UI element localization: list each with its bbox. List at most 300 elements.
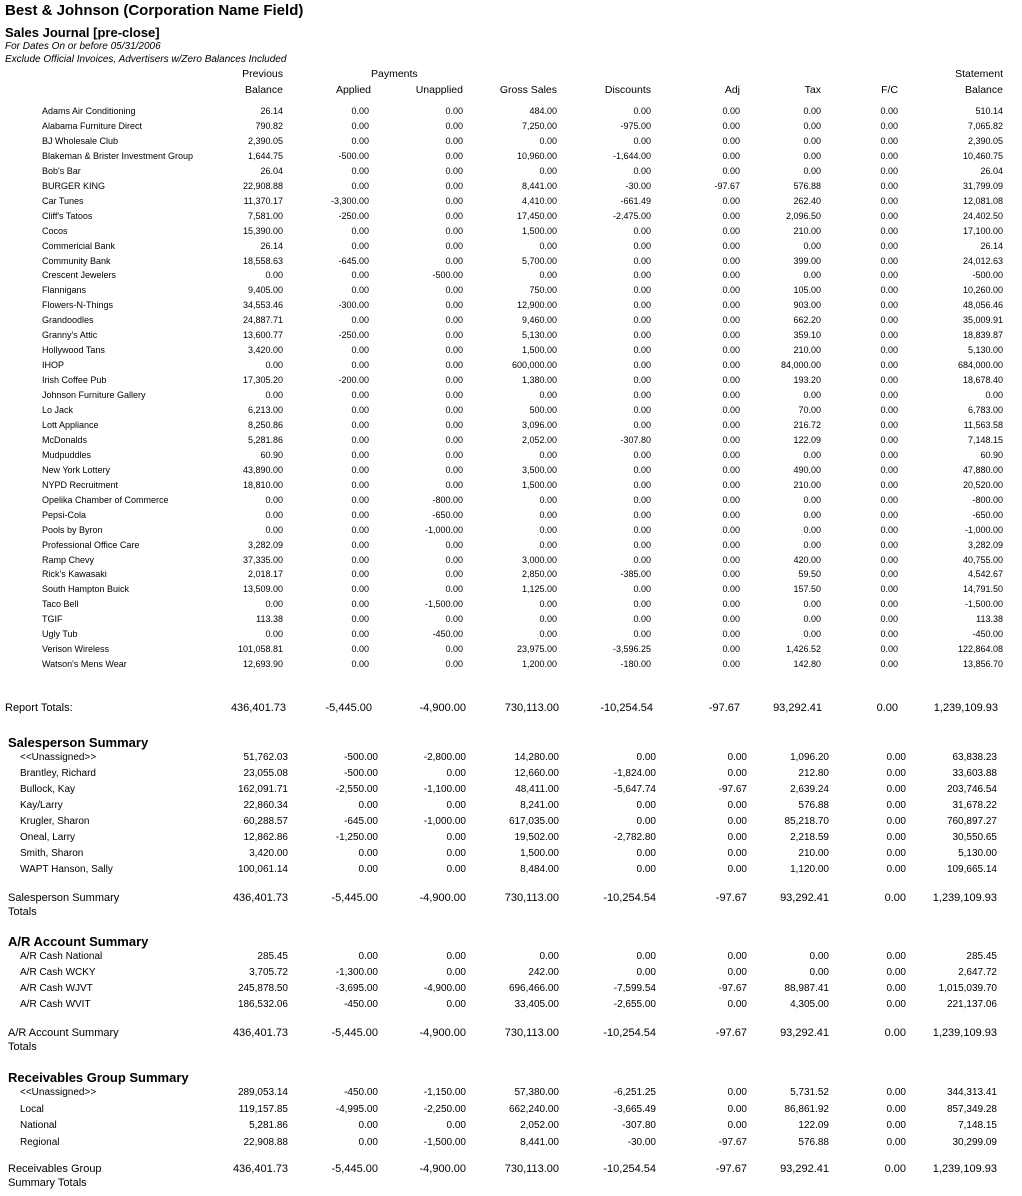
amount-cell: 0.00: [351, 629, 369, 640]
amount-cell: 0.00: [880, 270, 898, 281]
table-row: [0, 629, 1022, 644]
amount-cell: -300.00: [338, 300, 369, 311]
amount-cell: 70.00: [798, 405, 821, 415]
amount-cell: -250.00: [338, 210, 369, 221]
summary-row: [0, 752, 1022, 768]
total-cell: 93,292.41: [780, 1027, 829, 1039]
amount-cell: 0.00: [722, 614, 740, 625]
amount-cell: 0.00: [722, 195, 740, 206]
amount-cell: -7,599.54: [613, 983, 656, 994]
amount-cell: 0.00: [265, 599, 283, 610]
amount-cell: 0.00: [633, 225, 651, 236]
amount-cell: 22,908.88: [242, 180, 283, 191]
total-cell: -10,254.54: [603, 1163, 656, 1175]
amount-cell: 0.00: [633, 405, 651, 415]
amount-cell: 0.00: [445, 210, 463, 221]
summary-label: A/R Cash WCKY: [20, 967, 96, 978]
amount-cell: 0.00: [722, 539, 740, 550]
col-statement-balance: Balance: [965, 84, 1003, 96]
amount-cell: 24,887.71: [242, 315, 283, 326]
amount-cell: 2,639.24: [790, 784, 829, 795]
amount-cell: 576.88: [798, 1136, 829, 1148]
amount-cell: 0.00: [722, 494, 740, 505]
summary-label: Smith, Sharon: [20, 848, 84, 859]
amount-cell: -645.00: [338, 255, 369, 266]
amount-cell: 0.00: [351, 419, 369, 430]
amount-cell: -500.00: [344, 768, 378, 779]
account-name: Bob's Bar: [42, 165, 81, 176]
account-name: Granny's Attic: [42, 330, 98, 341]
amount-cell: 0.00: [351, 479, 369, 490]
amount-cell: 0.00: [358, 800, 378, 811]
amount-cell: 285.45: [966, 951, 997, 962]
amount-cell: 0.00: [445, 165, 463, 176]
amount-cell: 0.00: [722, 225, 740, 236]
amount-cell: 31,678.22: [952, 800, 997, 811]
summary-label: Kay/Larry: [20, 800, 63, 811]
col-unapplied: Unapplied: [415, 84, 463, 96]
amount-cell: 10,260.00: [962, 285, 1003, 296]
amount-cell: 0.00: [358, 864, 378, 875]
amount-cell: 2,647.72: [958, 967, 997, 978]
amount-cell: 2,390.05: [967, 135, 1003, 146]
summary-label: Regional: [20, 1136, 60, 1148]
amount-cell: 19,502.00: [514, 832, 559, 843]
amount-cell: 0.00: [445, 330, 463, 341]
table-row: [0, 345, 1022, 360]
amount-cell: 0.00: [265, 524, 283, 535]
amount-cell: 0.00: [880, 300, 898, 311]
amount-cell: 26.14: [980, 240, 1003, 251]
summary-label: A/R Cash WVIT: [20, 999, 91, 1010]
amount-cell: -450.00: [972, 629, 1003, 640]
total-cell: -97.67: [715, 1163, 747, 1175]
amount-cell: 0.00: [803, 449, 821, 460]
amount-cell: 26.14: [260, 106, 283, 116]
amount-cell: 0.00: [886, 999, 906, 1010]
amount-cell: 0.00: [446, 848, 466, 859]
amount-cell: 0.00: [351, 449, 369, 460]
amount-cell: 10,460.75: [962, 150, 1003, 161]
amount-cell: 122.09: [798, 1120, 829, 1131]
amount-cell: 857,349.28: [946, 1103, 997, 1115]
col-discounts: Discounts: [604, 84, 651, 96]
table-row: [0, 315, 1022, 330]
account-name: Watson's Mens Wear: [42, 659, 127, 670]
amount-cell: 7,065.82: [967, 120, 1003, 131]
amount-cell: 0.00: [636, 951, 656, 962]
amount-cell: 0.00: [722, 599, 740, 610]
amount-cell: 2,850.00: [521, 569, 557, 580]
amount-cell: 2,218.59: [790, 832, 829, 843]
amount-cell: 0.00: [880, 150, 898, 161]
amount-cell: 0.00: [633, 106, 651, 116]
amount-cell: 0.00: [633, 539, 651, 550]
summary-label: Bullock, Kay: [20, 784, 76, 795]
amount-cell: 1,120.00: [790, 864, 829, 875]
amount-cell: -1,500.00: [424, 599, 463, 610]
col-tax: Tax: [804, 84, 821, 96]
total-cell: -4,900.00: [419, 1027, 466, 1039]
summary-label: Krugler, Sharon: [20, 816, 90, 827]
summary-row: [0, 951, 1022, 967]
amount-cell: -97.67: [718, 784, 747, 795]
amount-cell: 0.00: [633, 165, 651, 176]
amount-cell: 48,056.46: [962, 300, 1003, 311]
amount-cell: -385.00: [620, 569, 651, 580]
amount-cell: 344,313.41: [946, 1087, 997, 1098]
amount-cell: 35,009.91: [962, 315, 1003, 326]
amount-cell: 60.90: [980, 449, 1003, 460]
amount-cell: 26.04: [260, 165, 283, 176]
amount-cell: 0.00: [446, 951, 466, 962]
total-cell: 93,292.41: [773, 702, 822, 714]
amount-cell: 0.00: [722, 300, 740, 311]
amount-cell: 5,130.00: [521, 330, 557, 341]
amount-cell: 0.00: [445, 345, 463, 356]
col-previous: Previous: [242, 68, 283, 80]
amount-cell: 86,861.92: [784, 1103, 829, 1115]
amount-cell: 5,281.86: [249, 1120, 288, 1131]
amount-cell: -1,644.00: [612, 150, 651, 161]
amount-cell: -5,647.74: [613, 784, 656, 795]
amount-cell: 0.00: [803, 539, 821, 550]
amount-cell: 0.00: [722, 375, 740, 386]
amount-cell: -975.00: [620, 120, 651, 131]
amount-cell: 0.00: [722, 644, 740, 655]
amount-cell: 0.00: [445, 614, 463, 625]
amount-cell: 0.00: [539, 390, 557, 401]
amount-cell: -3,695.00: [335, 983, 378, 994]
amount-cell: 23,975.00: [516, 644, 557, 655]
total-cell: -5,445.00: [325, 702, 372, 714]
amount-cell: 0.00: [351, 270, 369, 281]
amount-cell: 1,644.75: [247, 150, 283, 161]
amount-cell: 0.00: [265, 629, 283, 640]
amount-cell: 8,484.00: [520, 864, 559, 875]
amount-cell: 0.00: [886, 832, 906, 843]
amount-cell: 11,370.17: [243, 195, 283, 206]
amount-cell: 122.09: [793, 434, 821, 445]
amount-cell: 0.00: [445, 405, 463, 415]
amount-cell: 0.00: [722, 135, 740, 146]
table-row: [0, 450, 1022, 465]
amount-cell: -3,596.25: [612, 644, 651, 655]
amount-cell: 8,250.86: [247, 419, 283, 430]
amount-cell: 0.00: [351, 390, 369, 401]
amount-cell: 210.00: [798, 848, 829, 859]
total-cell: 436,401.73: [232, 1027, 288, 1039]
account-name: Rick's Kawasaki: [42, 569, 107, 580]
amount-cell: 0.00: [985, 390, 1003, 401]
amount-cell: 0.00: [351, 509, 369, 520]
account-name: Grandoodles: [42, 315, 94, 326]
total-cell: 1,239,109.93: [932, 892, 997, 904]
amount-cell: 0.00: [727, 848, 747, 859]
amount-cell: 0.00: [722, 210, 740, 221]
amount-cell: -500.00: [972, 270, 1003, 281]
amount-cell: -2,475.00: [612, 210, 651, 221]
amount-cell: -645.00: [344, 816, 378, 827]
amount-cell: 48,411.00: [515, 784, 559, 795]
summary-row: [0, 1137, 1022, 1153]
amount-cell: 576.88: [798, 800, 829, 811]
col-fc: F/C: [881, 84, 898, 96]
amount-cell: 0.00: [351, 554, 369, 565]
account-name: Pools by Byron: [42, 524, 103, 535]
amount-cell: 420.00: [793, 554, 821, 565]
amount-cell: 0.00: [265, 270, 283, 281]
amount-cell: 0.00: [722, 405, 740, 415]
amount-cell: 0.00: [880, 629, 898, 640]
amount-cell: 105.00: [793, 285, 821, 296]
amount-cell: 0.00: [351, 524, 369, 535]
amount-cell: -200.00: [338, 375, 369, 386]
amount-cell: 12,693.90: [242, 659, 283, 670]
amount-cell: 0.00: [880, 539, 898, 550]
amount-cell: 0.00: [803, 494, 821, 505]
amount-cell: 0.00: [358, 1120, 378, 1131]
table-row: [0, 480, 1022, 495]
amount-cell: 63,838.23: [952, 752, 997, 763]
table-row: [0, 285, 1022, 300]
amount-cell: 0.00: [633, 479, 651, 490]
account-name: Commericial Bank: [42, 240, 116, 251]
amount-cell: 0.00: [633, 584, 651, 595]
amount-cell: 0.00: [633, 300, 651, 311]
amount-cell: 0.00: [446, 864, 466, 875]
amount-cell: -4,995.00: [335, 1103, 378, 1115]
amount-cell: 0.00: [539, 614, 557, 625]
amount-cell: 0.00: [880, 659, 898, 670]
summary-totals-label: Totals: [8, 1041, 37, 1053]
amount-cell: 0.00: [727, 768, 747, 779]
amount-cell: 0.00: [722, 554, 740, 565]
account-name: Flowers-N-Things: [42, 300, 114, 311]
amount-cell: 3,705.72: [249, 967, 288, 978]
table-row: [0, 555, 1022, 570]
amount-cell: 0.00: [446, 1120, 466, 1131]
amount-cell: -97.67: [718, 1136, 747, 1148]
amount-cell: 0.00: [351, 405, 369, 415]
amount-cell: 15,390.00: [242, 225, 283, 236]
summary-label: Local: [20, 1103, 44, 1115]
summary-totals-label: Receivables Group: [8, 1163, 102, 1175]
amount-cell: 0.00: [445, 554, 463, 565]
amount-cell: 0.00: [445, 434, 463, 445]
amount-cell: 0.00: [633, 524, 651, 535]
amount-cell: -97.67: [714, 180, 740, 191]
amount-cell: 0.00: [633, 464, 651, 475]
amount-cell: 0.00: [636, 967, 656, 978]
account-name: Blakeman & Brister Investment Group: [42, 150, 194, 161]
total-cell: -5,445.00: [331, 1027, 378, 1039]
amount-cell: 3,282.09: [967, 539, 1003, 550]
summary-totals-label: Summary Totals: [8, 1177, 87, 1189]
amount-cell: 0.00: [803, 390, 821, 401]
amount-cell: 0.00: [445, 135, 463, 146]
amount-cell: 0.00: [539, 951, 559, 962]
amount-cell: 0.00: [722, 360, 740, 371]
amount-cell: 0.00: [351, 464, 369, 475]
amount-cell: -6,251.25: [613, 1087, 656, 1098]
account-name: Lo Jack: [42, 405, 74, 415]
amount-cell: 0.00: [539, 494, 557, 505]
table-row: [0, 614, 1022, 629]
amount-cell: 20,520.00: [962, 479, 1003, 490]
amount-cell: 0.00: [727, 951, 747, 962]
table-row: [0, 510, 1022, 525]
amount-cell: 7,581.00: [247, 210, 283, 221]
summary-totals-label: Totals: [8, 906, 37, 918]
total-cell: -97.67: [708, 702, 740, 714]
amount-cell: 0.00: [351, 285, 369, 296]
account-name: IHOP: [42, 360, 65, 371]
amount-cell: 10,960.00: [516, 150, 557, 161]
amount-cell: 5,731.52: [790, 1087, 829, 1098]
amount-cell: 0.00: [351, 569, 369, 580]
amount-cell: 0.00: [446, 832, 466, 843]
amount-cell: 0.00: [886, 1120, 906, 1131]
amount-cell: 0.00: [445, 539, 463, 550]
table-row: [0, 390, 1022, 405]
amount-cell: 9,460.00: [521, 315, 557, 326]
total-cell: 730,113.00: [504, 702, 559, 714]
amount-cell: 0.00: [265, 390, 283, 401]
amount-cell: 0.00: [880, 434, 898, 445]
amount-cell: 85,218.70: [784, 816, 829, 827]
amount-cell: 0.00: [886, 951, 906, 962]
amount-cell: 0.00: [539, 165, 557, 176]
amount-cell: 0.00: [446, 967, 466, 978]
amount-cell: 11,563.58: [963, 419, 1003, 430]
amount-cell: 0.00: [351, 135, 369, 146]
amount-cell: 88,987.41: [784, 983, 829, 994]
total-cell: -97.67: [715, 1027, 747, 1039]
amount-cell: 18,558.63: [242, 255, 283, 266]
amount-cell: 0.00: [880, 255, 898, 266]
amount-cell: 0.00: [351, 165, 369, 176]
amount-cell: 2,018.17: [247, 569, 283, 580]
amount-cell: 0.00: [722, 285, 740, 296]
amount-cell: 22,908.88: [243, 1136, 288, 1148]
amount-cell: 1,500.00: [521, 345, 557, 356]
amount-cell: 262.40: [793, 195, 821, 206]
amount-cell: 1,125.00: [521, 584, 557, 595]
amount-cell: 0.00: [722, 390, 740, 401]
amount-cell: 0.00: [886, 864, 906, 875]
amount-cell: -1,300.00: [335, 967, 378, 978]
amount-cell: 662,240.00: [508, 1103, 559, 1115]
amount-cell: 0.00: [880, 375, 898, 386]
amount-cell: 57,380.00: [514, 1087, 559, 1098]
amount-cell: -450.00: [344, 1087, 378, 1098]
amount-cell: 0.00: [445, 464, 463, 475]
table-row: [0, 181, 1022, 196]
amount-cell: 0.00: [727, 816, 747, 827]
amount-cell: 0.00: [446, 800, 466, 811]
report-title: Sales Journal [pre-close]: [5, 25, 160, 40]
col-payments: Payments: [371, 68, 418, 80]
table-row: [0, 599, 1022, 614]
table-row: [0, 106, 1022, 121]
amount-cell: 0.00: [446, 768, 466, 779]
amount-cell: 0.00: [727, 1120, 747, 1131]
amount-cell: -800.00: [432, 494, 463, 505]
amount-cell: -1,500.00: [423, 1136, 466, 1148]
account-name: McDonalds: [42, 434, 88, 445]
amount-cell: 0.00: [539, 240, 557, 251]
amount-cell: 0.00: [886, 752, 906, 763]
amount-cell: 8,441.00: [520, 1136, 559, 1148]
amount-cell: 5,700.00: [521, 255, 557, 266]
amount-cell: 0.00: [539, 539, 557, 550]
account-name: Community Bank: [42, 255, 111, 266]
amount-cell: 6,783.00: [967, 405, 1003, 415]
col-adj: Adj: [724, 84, 740, 96]
amount-cell: 33,603.88: [952, 768, 997, 779]
amount-cell: 0.00: [265, 509, 283, 520]
amount-cell: 0.00: [445, 120, 463, 131]
amount-cell: 0.00: [727, 800, 747, 811]
account-name: Pepsi-Cola: [42, 509, 87, 520]
amount-cell: 0.00: [636, 864, 656, 875]
account-name: Cliff's Tatoos: [42, 210, 93, 221]
amount-cell: 0.00: [633, 629, 651, 640]
total-cell: -10,254.54: [603, 892, 656, 904]
amount-cell: 113.38: [256, 614, 283, 625]
table-row: [0, 270, 1022, 285]
amount-cell: -97.67: [718, 983, 747, 994]
amount-cell: 0.00: [351, 345, 369, 356]
amount-cell: 0.00: [880, 135, 898, 146]
amount-cell: 40,755.00: [962, 554, 1003, 565]
amount-cell: 0.00: [445, 569, 463, 580]
table-row: [0, 405, 1022, 420]
amount-cell: 3,282.09: [247, 539, 283, 550]
amount-cell: 0.00: [880, 330, 898, 341]
company-name: Best & Johnson (Corporation Name Field): [5, 2, 304, 19]
table-row: [0, 584, 1022, 599]
amount-cell: 0.00: [880, 180, 898, 191]
amount-cell: 0.00: [358, 1136, 378, 1148]
summary-row: [0, 983, 1022, 999]
amount-cell: 84,000.00: [780, 360, 821, 371]
amount-cell: -307.80: [620, 434, 651, 445]
amount-cell: -30.00: [627, 1136, 656, 1148]
amount-cell: 7,148.15: [958, 1120, 997, 1131]
amount-cell: 0.00: [722, 330, 740, 341]
account-name: Car Tunes: [42, 195, 84, 206]
table-row: [0, 375, 1022, 390]
table-row: [0, 525, 1022, 540]
amount-cell: 0.00: [633, 285, 651, 296]
amount-cell: 0.00: [880, 524, 898, 535]
amount-cell: 0.00: [633, 614, 651, 625]
amount-cell: 0.00: [803, 509, 821, 520]
amount-cell: 0.00: [886, 768, 906, 779]
total-cell: 0.00: [884, 892, 906, 904]
amount-cell: 0.00: [445, 375, 463, 386]
amount-cell: -2,655.00: [613, 999, 656, 1010]
summary-label: A/R Cash National: [20, 951, 103, 962]
total-cell: 730,113.00: [504, 1027, 559, 1039]
amount-cell: 22,860.34: [243, 800, 288, 811]
amount-cell: 0.00: [880, 210, 898, 221]
amount-cell: 0.00: [803, 270, 821, 281]
amount-cell: 0.00: [633, 599, 651, 610]
amount-cell: 0.00: [445, 419, 463, 430]
